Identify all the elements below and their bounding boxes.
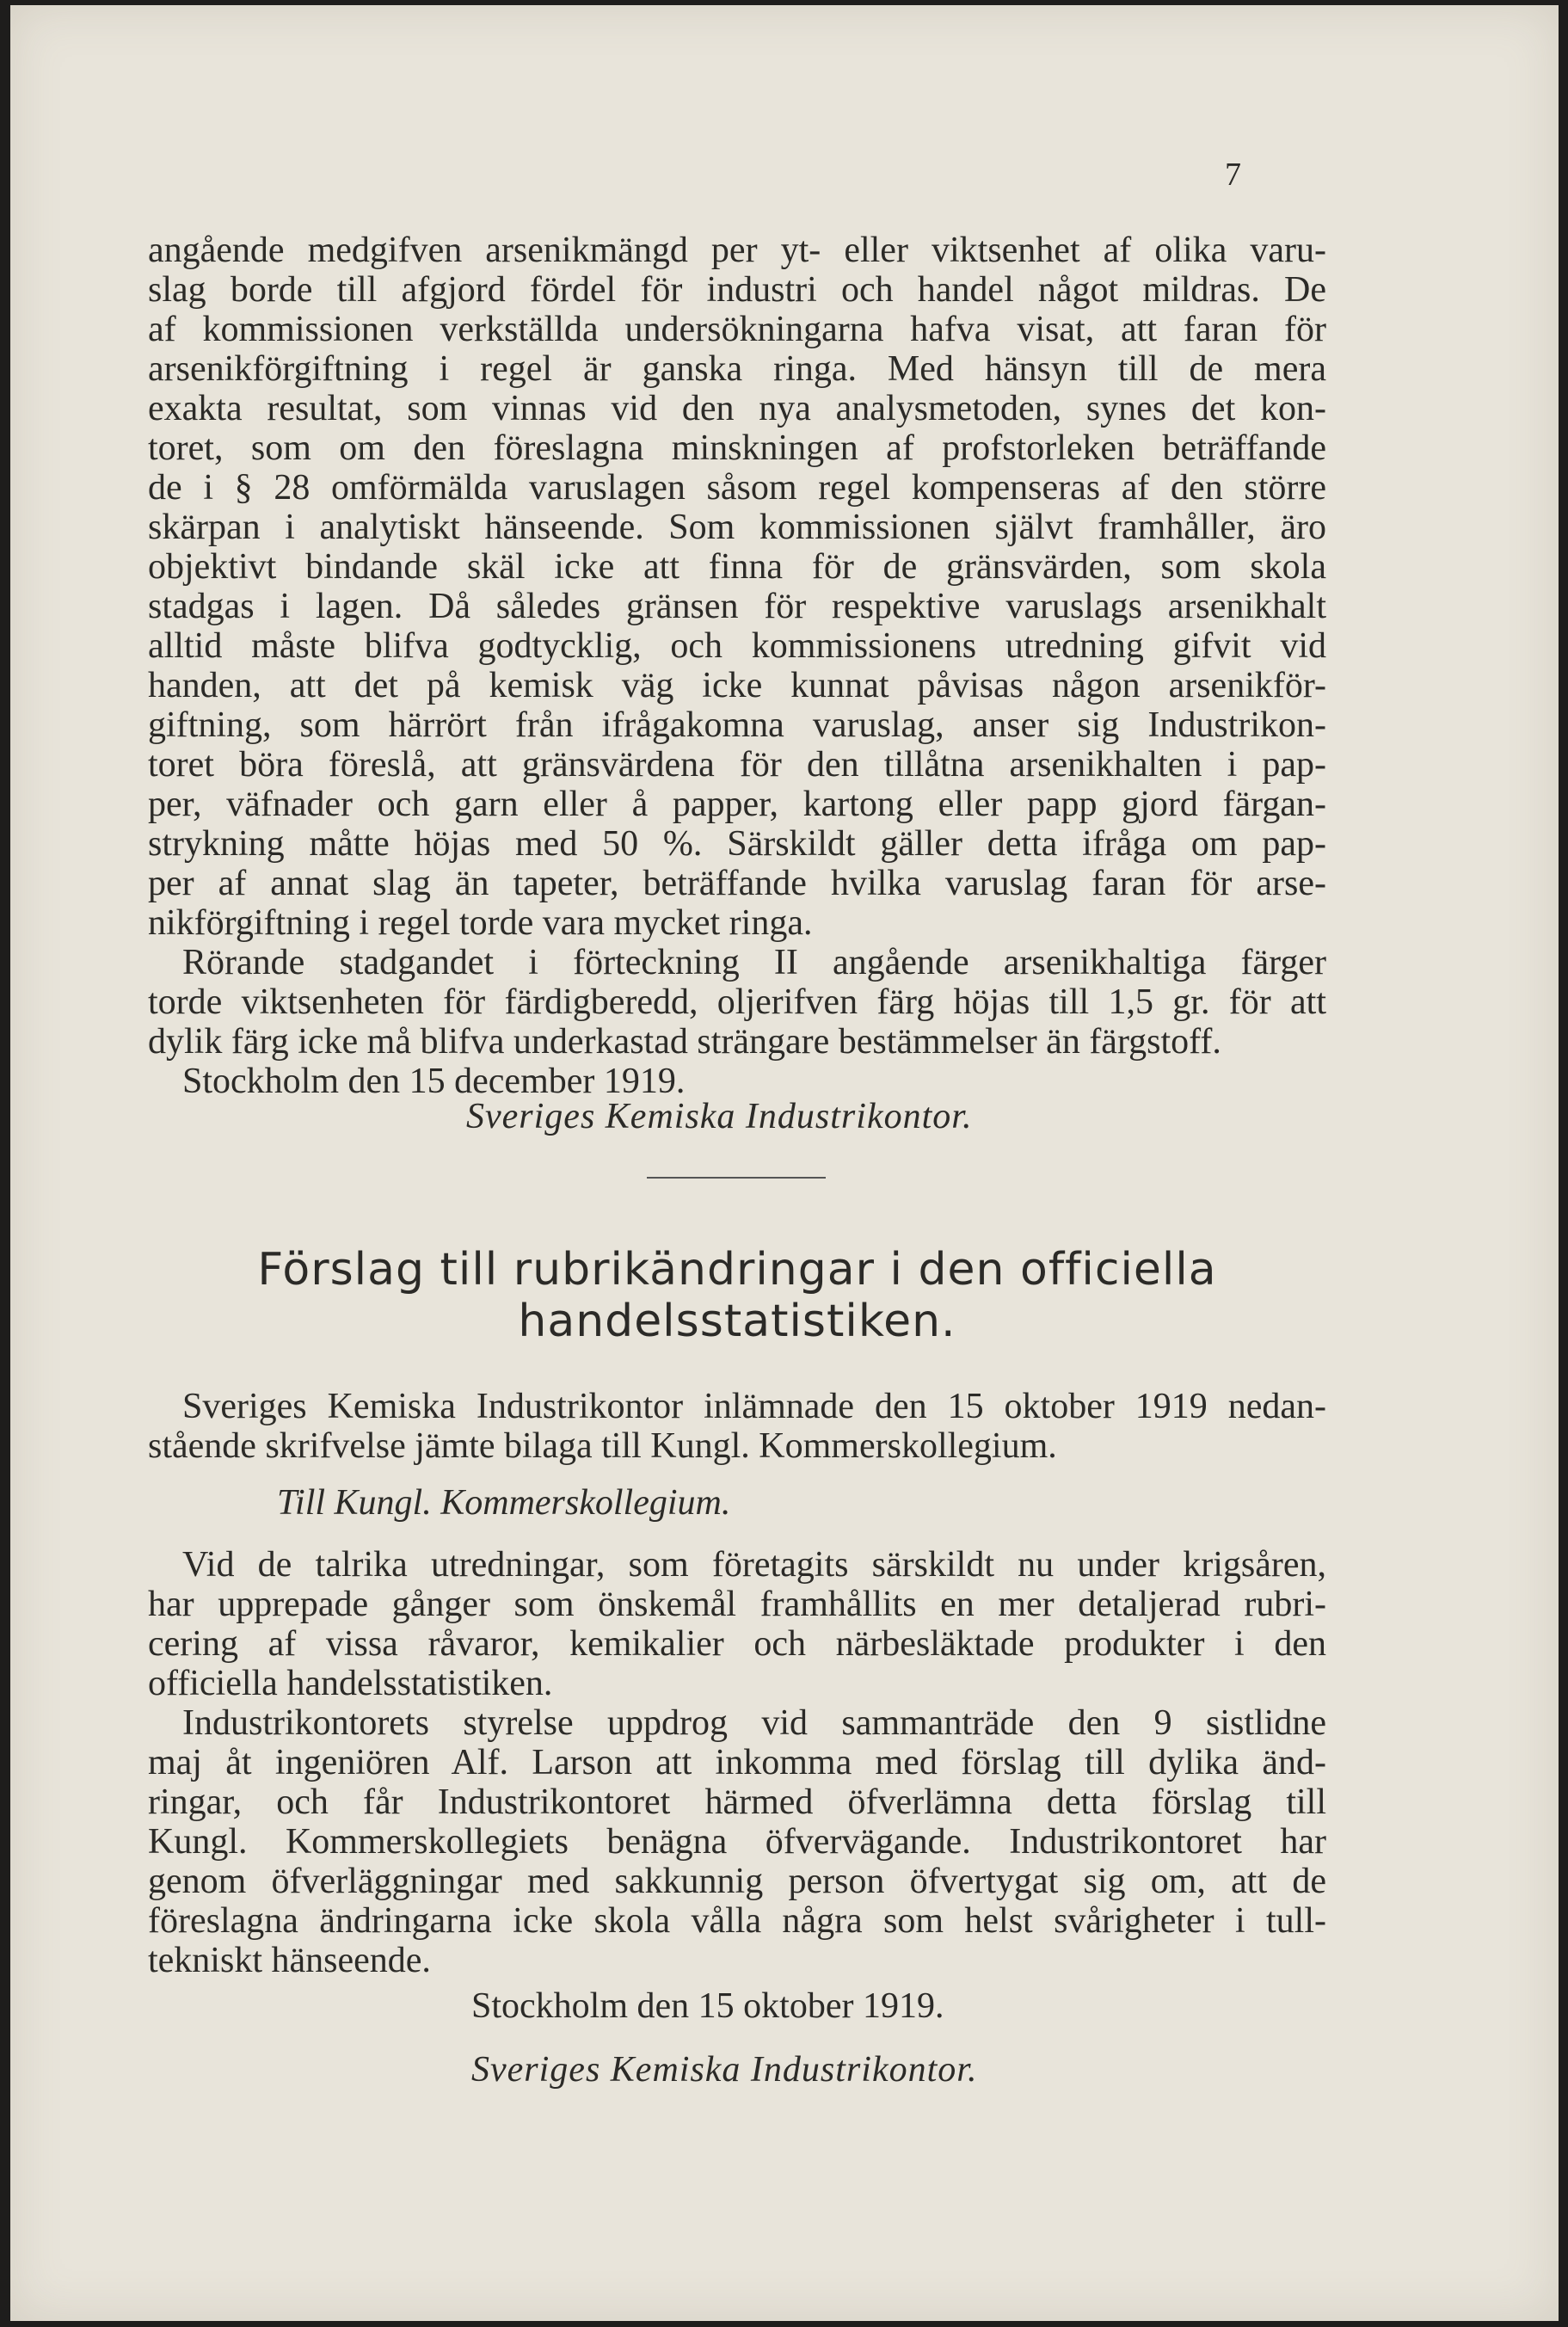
addressee: Till Kungl. Kommerskollegium. [277, 1483, 731, 1523]
letter-body-paragraph-1 [148, 231, 1326, 1101]
text-line: tekniskt hänseende. [148, 1941, 431, 1980]
text-line: maj åt ingeniören Alf. Larson att inkomma med förslag till dylika änd- [148, 1743, 1326, 1782]
text-line: ringar, och får Industrikontoret härmed öfverlämna detta förslag till [148, 1782, 1326, 1822]
text-line: stadgas i lagen. Då således gränsen för respektive varuslags arsenikhalt [148, 587, 1326, 626]
text-line: angående medgifven arsenikmängd per yt- eller viktsenhet af olika varu- [148, 231, 1326, 270]
text-line: Industrikontorets styrelse uppdrog vid sammanträde den 9 sistlidne [182, 1703, 1326, 1743]
text-line: Rörande stadgandet i förteckning II angående arsenikhaltiga färger [182, 943, 1326, 982]
text-line: alltid måste blifva godtycklig, och kommissionens utredning gifvit vid [148, 626, 1326, 666]
section-heading [148, 1244, 1326, 1347]
text-line: genom öfverläggningar med sakkunnig person öfvertygat sig om, att de [148, 1862, 1326, 1901]
text-line: torde viktsenheten för färdigberedd, oljerifven färg höjas till 1,5 gr. för att [148, 982, 1326, 1022]
text-line: har upprepade gånger som önskemål framhållits en mer detaljerad rubri- [148, 1585, 1326, 1624]
page-number: 7 [1225, 157, 1241, 193]
text-line: per, väfnader och garn eller å papper, kartong eller papp gjord färgan- [148, 785, 1326, 824]
text-line: de i § 28 omförmälda varuslagen såsom regel kompenseras af den större [148, 468, 1326, 508]
text-line: objektivt bindande skäl icke att finna för de gränsvärden, som skola [148, 547, 1326, 587]
text-line: exakta resultat, som vinnas vid den nya analysmetoden, synes det kon- [148, 389, 1326, 428]
section-divider [647, 1177, 826, 1179]
text-line: slag borde till afgjord fördel för industri och handel något mildras. De [148, 270, 1326, 310]
dateline: Stockholm den 15 oktober 1919. [471, 1986, 944, 2026]
dateline: Stockholm den 15 december 1919. [182, 1062, 686, 1101]
text-line: skärpan i analytiskt hänseende. Som kommissionen självt framhåller, äro [148, 508, 1326, 547]
text-line: toret böra föreslå, att gränsvärdena för den tillåtna arsenikhalten i pap- [148, 745, 1326, 785]
letter-body-paragraph-2 [148, 1545, 1326, 1980]
text-line: Vid de talrika utredningar, som företagits särskildt nu under krigsåren, [182, 1545, 1326, 1585]
text-line: Kungl. Kommerskollegiets benägna öfvervägande. Industrikontoret har [148, 1822, 1326, 1862]
text-line: nikförgiftning i regel torde vara mycket ringa. [148, 903, 813, 943]
text-line: föreslagna ändringarna icke skola vålla några som helst svårigheter i tull- [148, 1901, 1326, 1941]
text-line: strykning måtte höjas med 50 %. Särskildt gäller detta ifråga om pap- [148, 824, 1326, 864]
text-line: cering af vissa råvaror, kemikalier och närbesläktade produkter i den [148, 1624, 1326, 1664]
heading-line: handelsstatistiken. [518, 1296, 956, 1347]
heading-line: Förslag till rubrikändringar i den officiella [257, 1244, 1217, 1296]
text-line: officiella handelsstatistiken. [148, 1664, 553, 1703]
text-line: giftning, som härrört från ifrågakomna varuslag, anser sig Industrikon- [148, 705, 1326, 745]
text-line: dylik färg icke må blifva underkastad strängare bestämmelser än färgstoff. [148, 1022, 1221, 1062]
text-line: Sveriges Kemiska Industrikontor inlämnade den 15 oktober 1919 nedan- [182, 1387, 1326, 1426]
text-line: toret, som om den föreslagna minskningen af profstorleken beträffande [148, 428, 1326, 468]
signature: Sveriges Kemiska Industrikontor. [471, 2050, 978, 2090]
text-line: handen, att det på kemisk väg icke kunnat påvisas någon arsenikför- [148, 666, 1326, 705]
signature: Sveriges Kemiska Industrikontor. [466, 1097, 973, 1136]
document-page [10, 5, 1559, 2321]
text-line: stående skrifvelse jämte bilaga till Kungl. Kommerskollegium. [148, 1426, 1057, 1466]
text-line: arsenikförgiftning i regel är ganska ringa. Med hänsyn till de mera [148, 349, 1326, 389]
text-line: per af annat slag än tapeter, beträffande hvilka varuslag faran för arse- [148, 864, 1326, 903]
intro-paragraph [148, 1387, 1326, 1466]
text-line: af kommissionen verkställda undersökningarna hafva visat, att faran för [148, 310, 1326, 349]
